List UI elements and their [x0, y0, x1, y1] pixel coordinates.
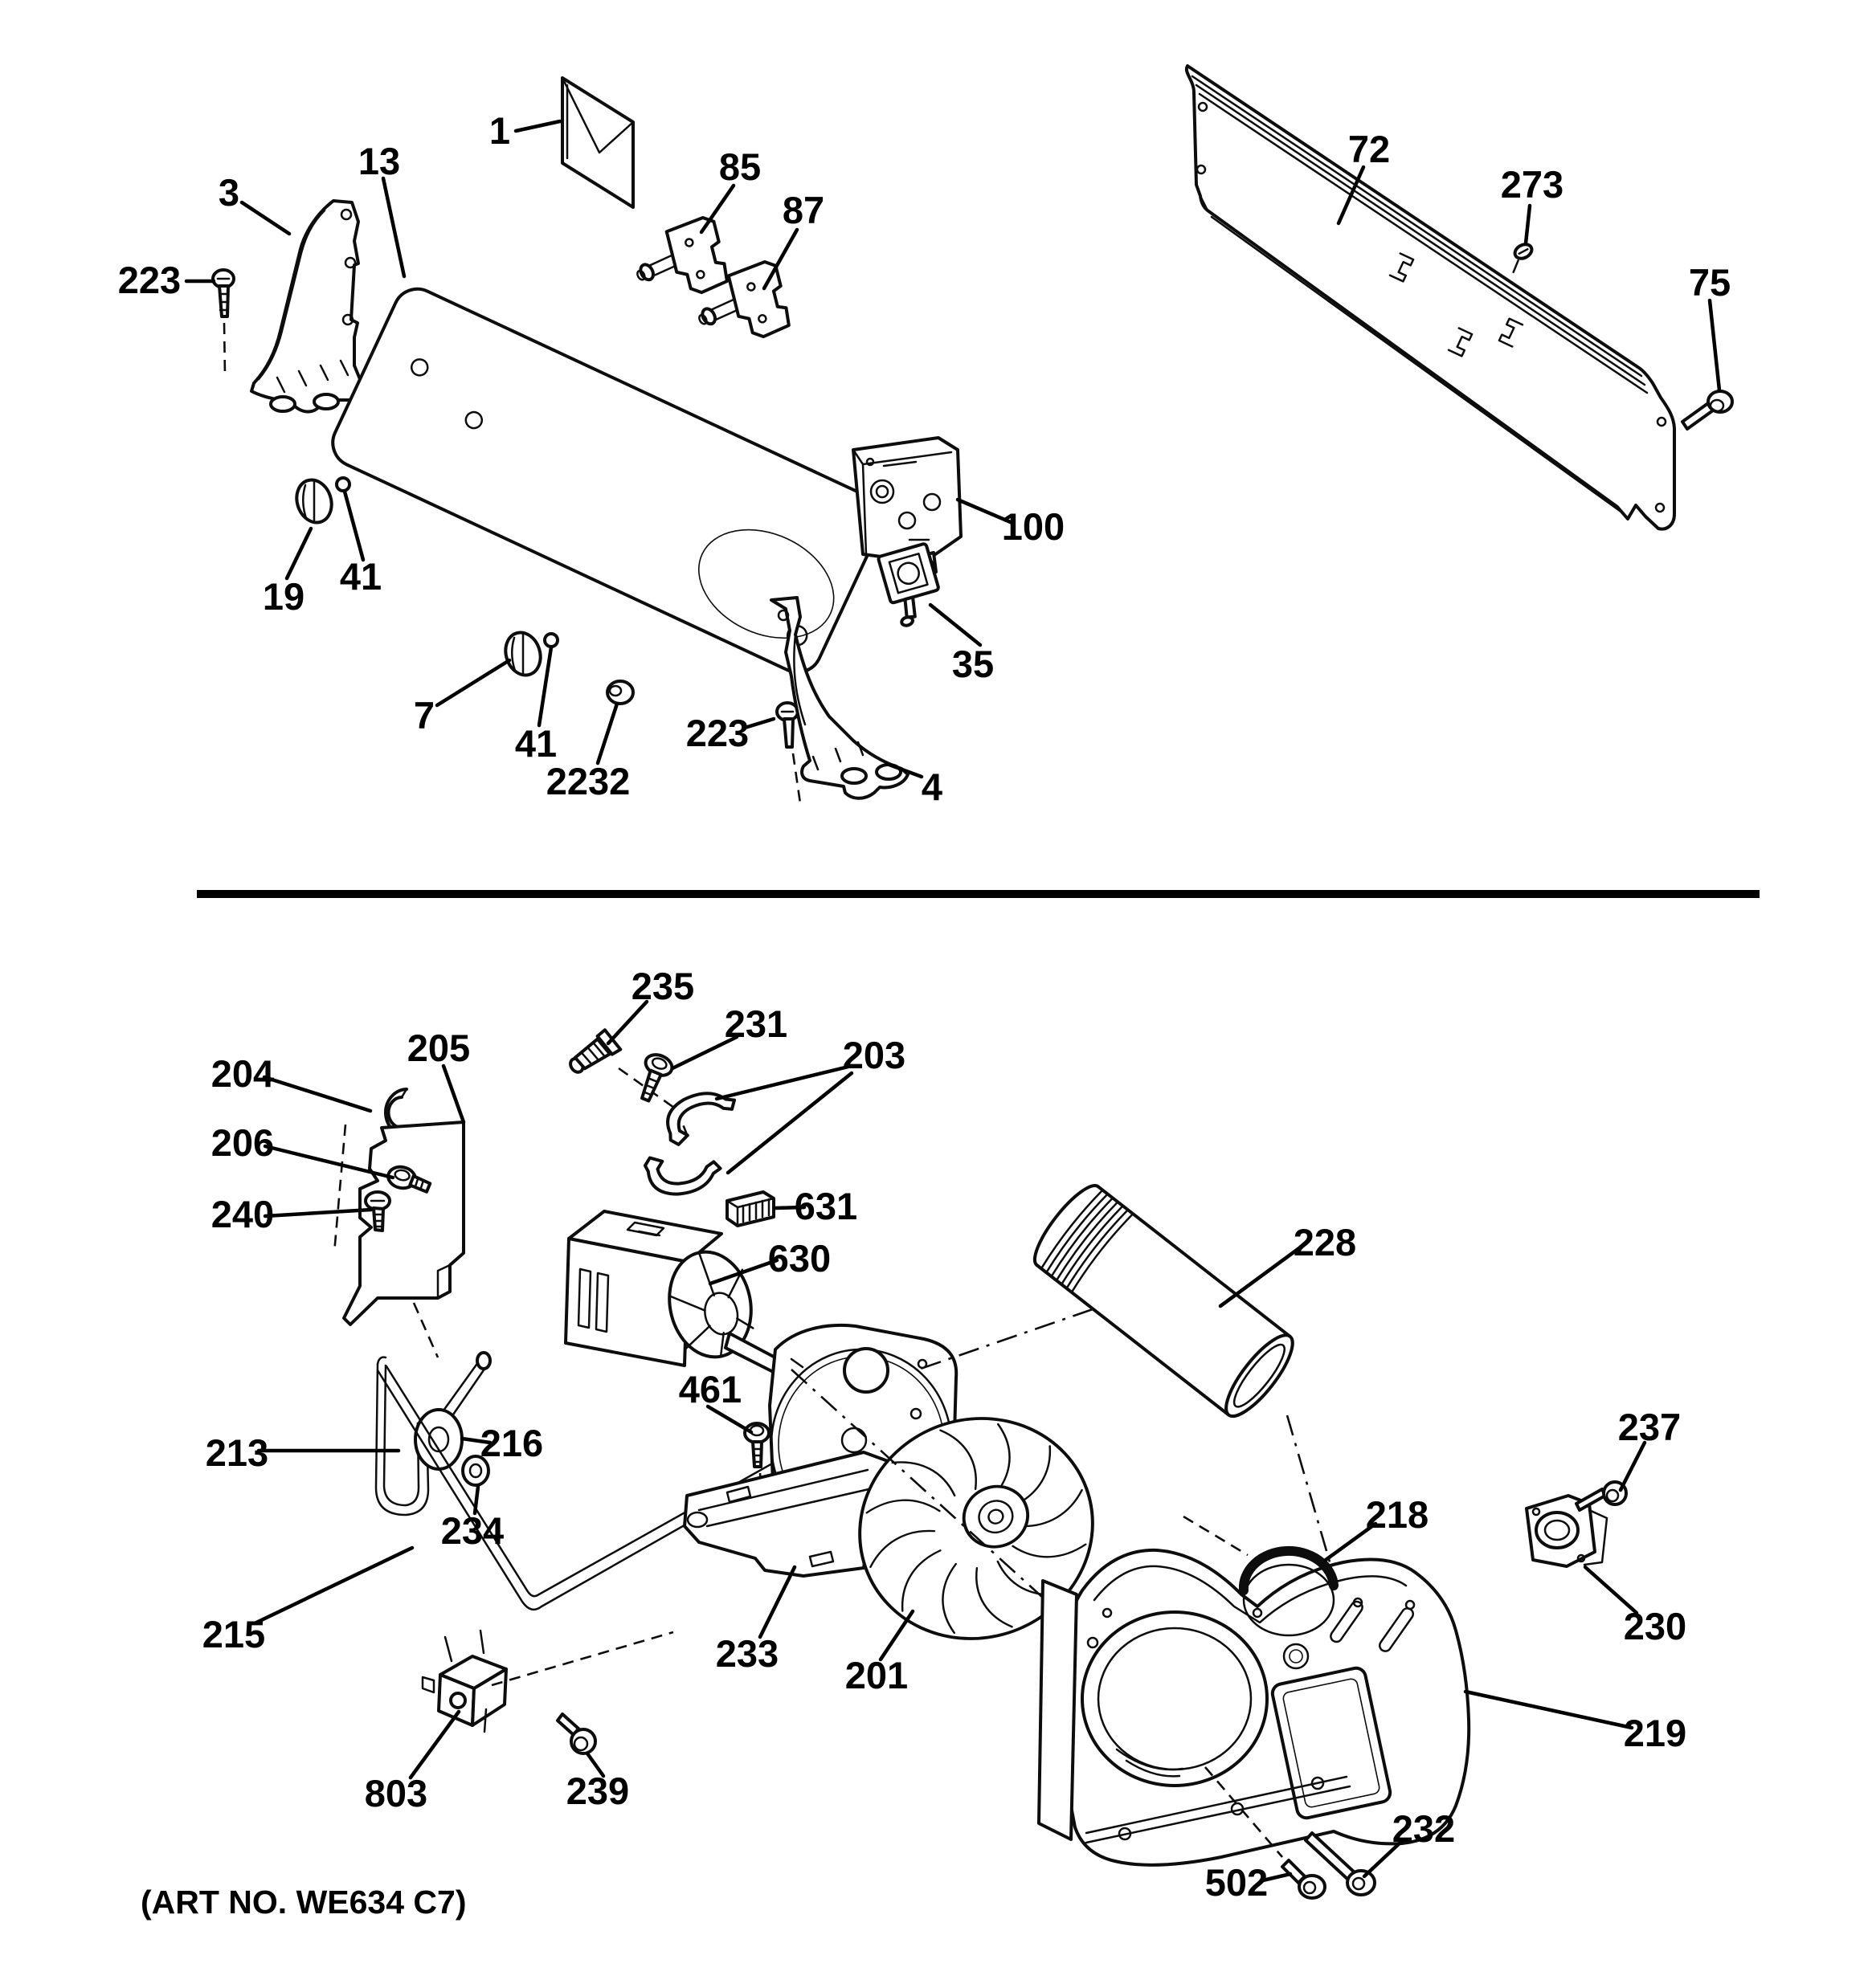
rear-access-panel-72: [1187, 66, 1674, 529]
part-label-232: 232: [1392, 1807, 1456, 1850]
motor-bracket-205: [344, 1122, 464, 1325]
knob-clip-41a: [337, 478, 349, 491]
leader-line-223: [745, 719, 774, 728]
part-label-216: 216: [480, 1422, 544, 1464]
leader-line-205: [443, 1066, 464, 1122]
part-label-235: 235: [631, 965, 695, 1007]
screw-223-left: [213, 270, 234, 376]
start-switch-85: [627, 215, 730, 307]
timer-knob-19: [292, 476, 337, 527]
part-label-41: 41: [514, 722, 558, 765]
leader-line-203: [717, 1066, 852, 1099]
part-label-239: 239: [566, 1770, 630, 1812]
part-label-219: 219: [1623, 1712, 1687, 1754]
leader-line-215: [255, 1548, 412, 1623]
leader-line-35: [930, 605, 980, 645]
part-label-72: 72: [1347, 128, 1391, 170]
screw-231: [632, 1051, 675, 1105]
leader-line-41: [345, 492, 363, 560]
part-label-233: 233: [715, 1632, 779, 1675]
rotary-switch-35: [878, 543, 946, 628]
leader-line-13: [383, 178, 404, 276]
part-label-203: 203: [842, 1034, 906, 1076]
idler-pulley-216: [415, 1353, 490, 1469]
control-panel-13: [325, 281, 889, 680]
screw-239: [558, 1714, 595, 1753]
outlet-thermostat-230: [1527, 1496, 1607, 1566]
part-label-630: 630: [767, 1237, 832, 1280]
part-label-205: 205: [407, 1027, 471, 1069]
minimanual-envelope: [562, 78, 633, 207]
leader-line-233: [760, 1567, 795, 1637]
part-label-502: 502: [1204, 1861, 1269, 1904]
leader-line-85: [701, 186, 734, 232]
leader-line-2232: [598, 704, 617, 763]
leader-line-19: [287, 529, 311, 578]
part-label-234: 234: [440, 1509, 505, 1552]
part-label-461: 461: [678, 1368, 742, 1410]
part-label-240: 240: [211, 1193, 275, 1235]
screw-75: [1682, 391, 1732, 429]
selector-knob-7: [501, 628, 546, 680]
part-label-223: 223: [117, 259, 182, 301]
part-label-4: 4: [921, 765, 943, 808]
part-label-223: 223: [685, 712, 750, 754]
door-switch-803: [423, 1631, 506, 1732]
part-label-213: 213: [205, 1431, 269, 1474]
leader-line-273: [1526, 206, 1530, 243]
part-label-231: 231: [724, 1002, 788, 1045]
part-label-201: 201: [844, 1654, 909, 1696]
part-label-228: 228: [1293, 1221, 1357, 1263]
art-number: (ART NO. WE634 C7): [141, 1884, 467, 1921]
part-label-237: 237: [1617, 1406, 1682, 1448]
part-label-75: 75: [1688, 261, 1731, 304]
leader-line-203: [728, 1073, 852, 1173]
part-label-41: 41: [339, 555, 382, 598]
part-label-1: 1: [488, 109, 511, 152]
part-label-803: 803: [364, 1772, 428, 1815]
terminal-block-631: [727, 1192, 774, 1226]
part-label-87: 87: [782, 189, 825, 231]
leader-line-1: [516, 121, 560, 131]
part-label-215: 215: [202, 1613, 266, 1655]
part-label-3: 3: [218, 171, 240, 214]
exhaust-duct-228: [1025, 1178, 1302, 1425]
leader-line-240: [265, 1210, 371, 1216]
screw-273: [1504, 242, 1538, 272]
leader-line-201: [881, 1611, 913, 1659]
end-cap-plug-2232: [607, 681, 633, 704]
screw-502: [1282, 1860, 1325, 1898]
knob-clip-41b: [545, 634, 558, 647]
part-label-631: 631: [794, 1185, 858, 1227]
leader-line-235: [608, 1002, 647, 1043]
part-label-19: 19: [262, 575, 305, 618]
part-label-204: 204: [211, 1052, 275, 1095]
part-label-2232: 2232: [546, 760, 631, 802]
right-end-cap-bracket-4: [771, 598, 908, 798]
leader-line-204: [264, 1077, 370, 1111]
part-label-7: 7: [413, 694, 435, 737]
leader-line-237: [1621, 1443, 1645, 1490]
leader-line-219: [1465, 1692, 1632, 1728]
part-label-85: 85: [718, 145, 762, 188]
screw-237: [1576, 1482, 1626, 1510]
part-label-100: 100: [1001, 505, 1065, 548]
high-limit-thermostat-235: [565, 1029, 620, 1079]
leader-line-803: [411, 1712, 459, 1778]
motor-clamp-lower-203: [644, 1142, 724, 1202]
screw-223-bottom: [777, 703, 800, 803]
part-label-230: 230: [1623, 1605, 1687, 1647]
part-label-206: 206: [211, 1121, 275, 1164]
part-label-13: 13: [358, 140, 401, 182]
left-end-cap-bracket-3: [251, 201, 366, 412]
leader-line-75: [1710, 300, 1719, 390]
part-label-218: 218: [1365, 1493, 1429, 1536]
leader-line-228: [1220, 1246, 1302, 1306]
leader-line-7: [437, 660, 509, 705]
leader-line-3: [242, 202, 289, 234]
part-label-273: 273: [1500, 163, 1564, 206]
rear-cover-plate: [1039, 1581, 1077, 1839]
part-label-35: 35: [951, 643, 995, 685]
